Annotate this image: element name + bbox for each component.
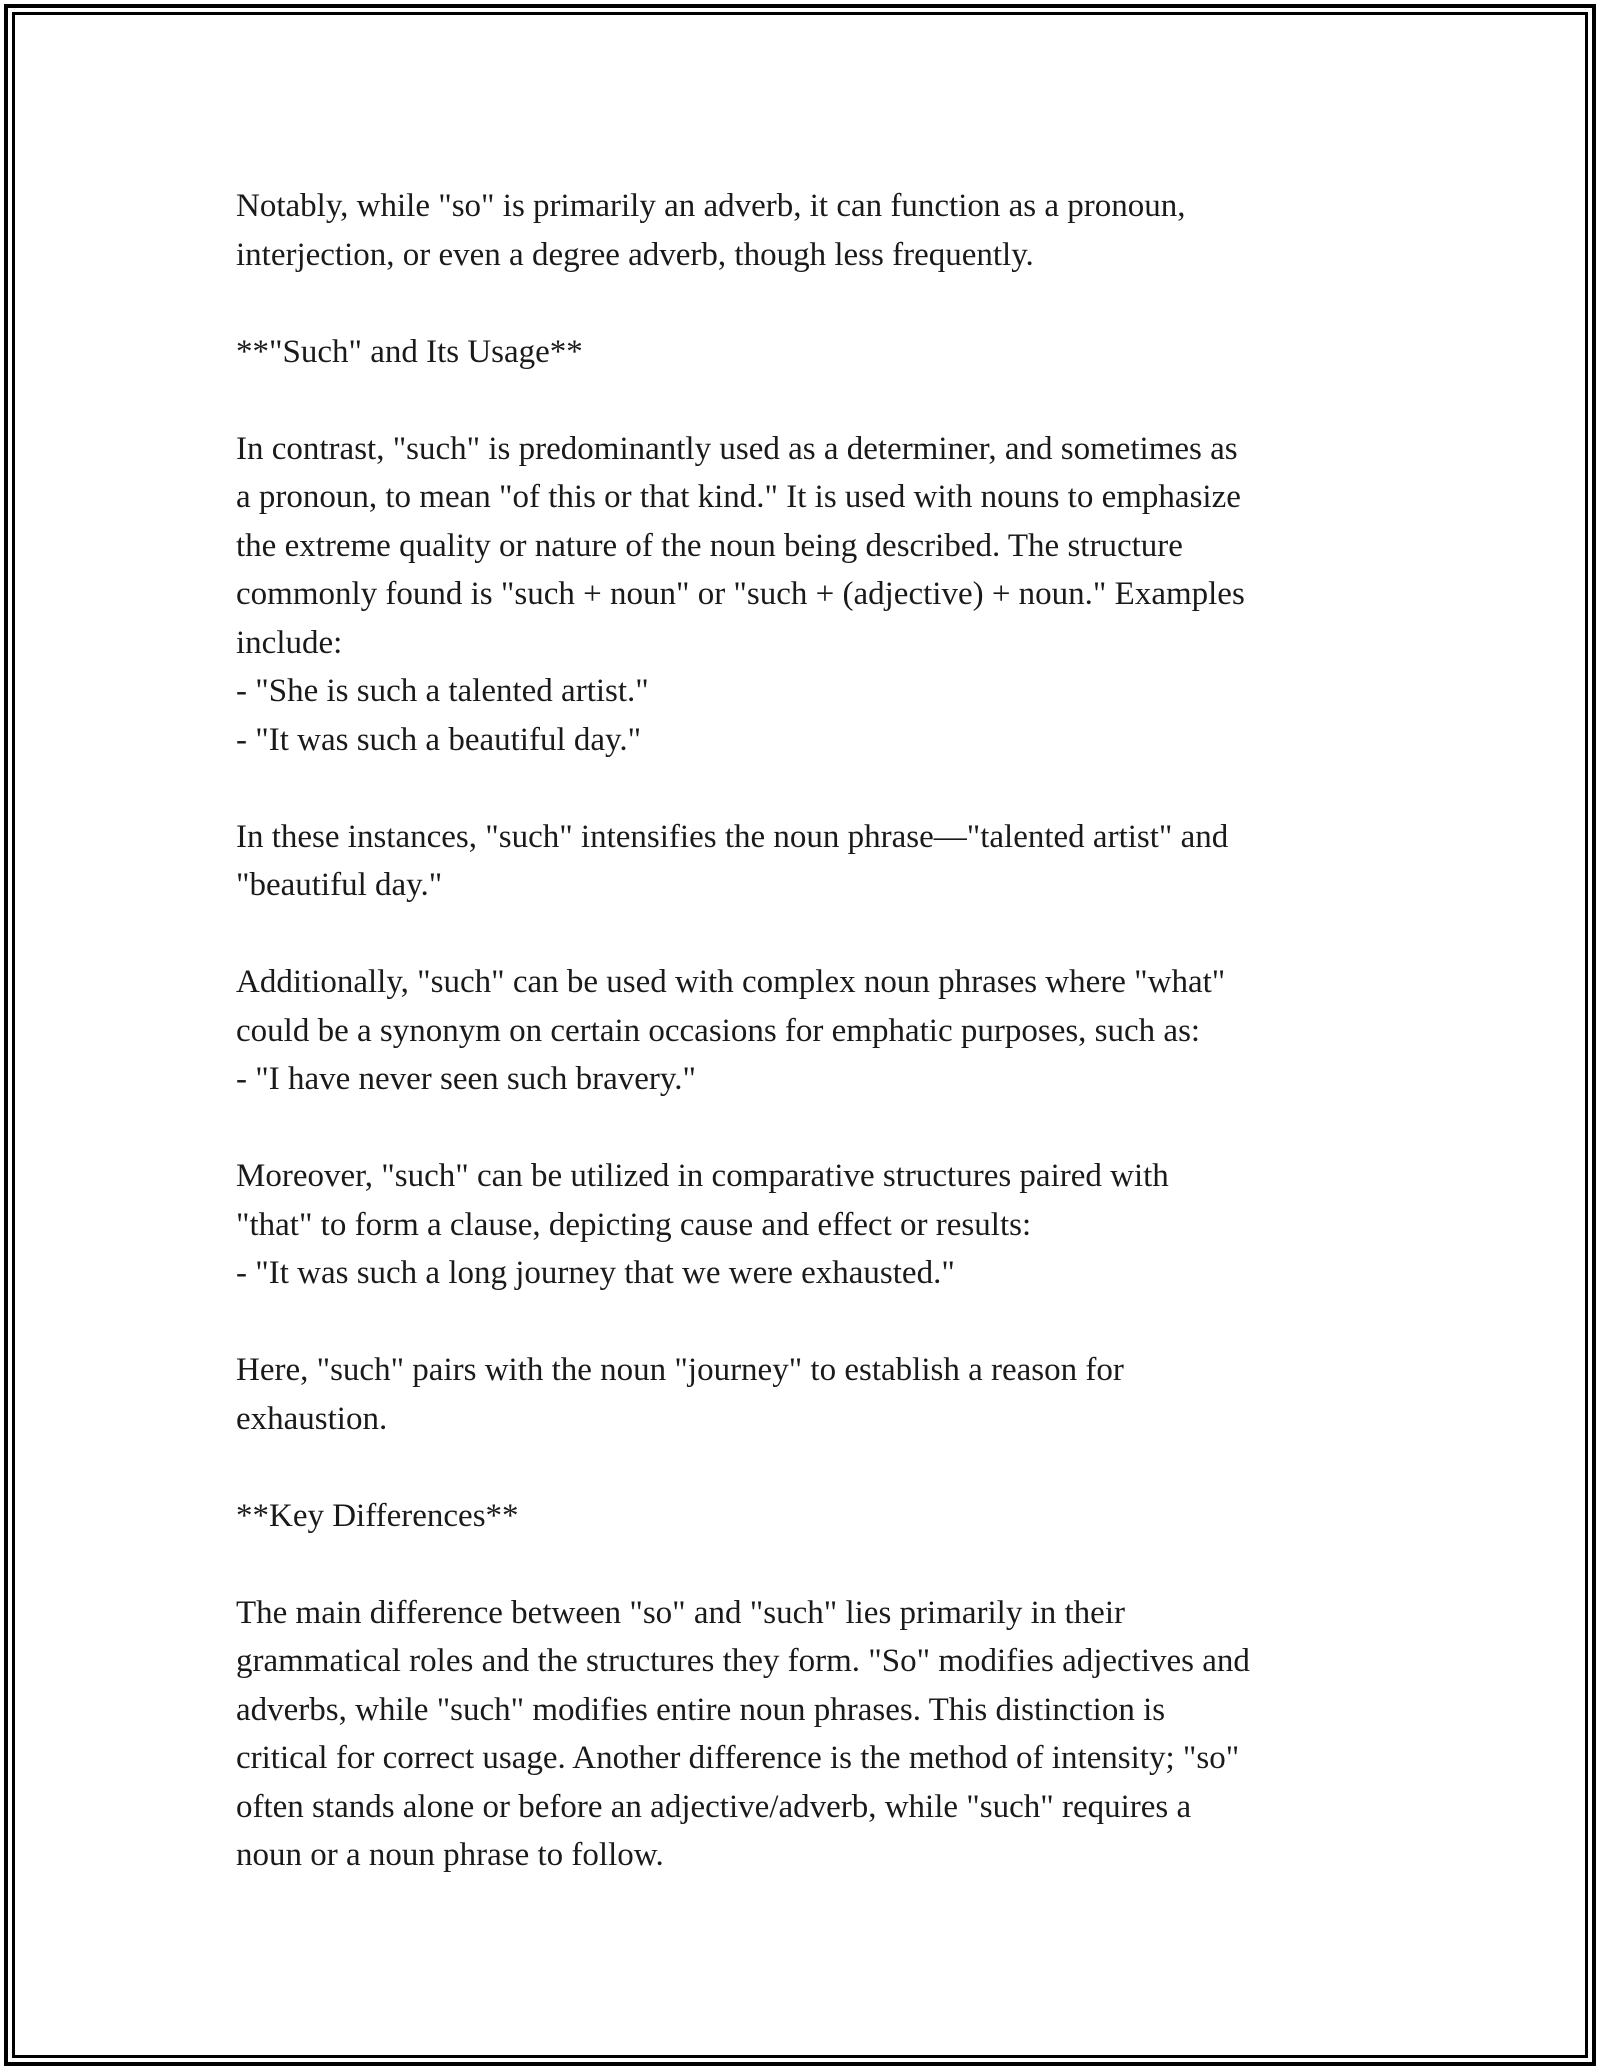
paragraph-such-determiner: [236, 425, 1376, 765]
text-line: Moreover, "such" can be utilized in comparative structures paired with: [236, 1158, 1169, 1194]
example-line: - "It was such a long journey that we were exhausted.": [236, 1255, 955, 1291]
paragraph-such-comparative: [236, 1152, 1376, 1298]
text-line: include:: [236, 624, 343, 661]
heading-text: **"Such" and Its Usage**: [236, 333, 583, 370]
text-line: often stands alone or before an adjective/adverb, while "such" requires a: [236, 1788, 1192, 1825]
text-line: Additionally, "such" can be used with complex noun phrases where "what": [236, 964, 1226, 1000]
paragraph-so-functions: [236, 182, 1376, 279]
paragraph-such-complex: [236, 958, 1376, 1104]
paragraph-main-difference: [236, 1589, 1376, 1880]
text-line: critical for correct usage. Another difference is the method of intensity; "so": [236, 1740, 1240, 1776]
text-line: exhaustion.: [236, 1400, 388, 1437]
document-body: [236, 182, 1376, 1880]
text-line: In contrast, "such" is predominantly used as a determiner, and sometimes as: [236, 430, 1238, 467]
text-line: commonly found is "such + noun" or "such + (adjective) + noun." Examples: [236, 576, 1245, 612]
text-line: grammatical roles and the structures they form. "So" modifies adjectives and: [236, 1643, 1250, 1679]
heading-text: **Key Differences**: [236, 1497, 519, 1534]
example-line: - "She is such a talented artist.": [236, 673, 649, 709]
text-line: "that" to form a clause, depicting cause and effect or results:: [236, 1206, 1032, 1243]
text-line: interjection, or even a degree adverb, though less frequently.: [236, 236, 1034, 273]
text-line: a pronoun, to mean "of this or that kind." It is used with nouns to emphasize: [236, 479, 1241, 515]
text-line: Notably, while "so" is primarily an adverb, it can function as a pronoun,: [236, 188, 1186, 224]
text-line: could be a synonym on certain occasions for emphatic purposes, such as:: [236, 1012, 1201, 1049]
example-line: - "It was such a beautiful day.": [236, 721, 642, 758]
example-line: - "I have never seen such bravery.": [236, 1061, 697, 1097]
text-line: In these instances, "such" intensifies the noun phrase—"talented artist" and: [236, 818, 1229, 855]
paragraph-such-intensifies: [236, 813, 1376, 910]
text-line: The main difference between "so" and "such" lies primarily in their: [236, 1594, 1125, 1631]
heading-such-usage: [236, 328, 1376, 377]
text-line: noun or a noun phrase to follow.: [236, 1837, 664, 1873]
text-line: adverbs, while "such" modifies entire noun phrases. This distinction is: [236, 1691, 1166, 1728]
text-line: "beautiful day.": [236, 867, 443, 903]
text-line: Here, "such" pairs with the noun "journey" to establish a reason for: [236, 1352, 1124, 1388]
heading-key-differences: [236, 1492, 1376, 1541]
paragraph-such-journey: [236, 1346, 1376, 1443]
text-line: the extreme quality or nature of the noun being described. The structure: [236, 527, 1183, 564]
